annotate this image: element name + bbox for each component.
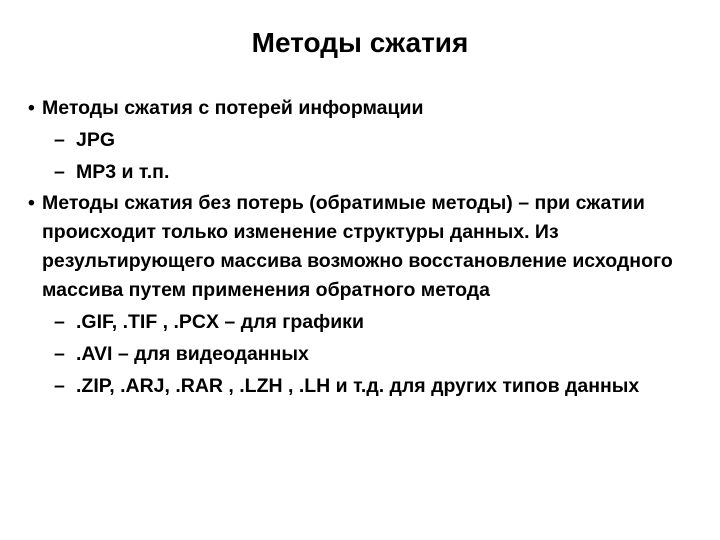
sub-item	[22, 308, 702, 337]
sub-item	[22, 158, 702, 187]
slide-content	[22, 94, 702, 403]
sub-item-text: .ZIP, .ARJ, .RAR , .LZH , .LH и т.д. для других типов данных	[76, 375, 640, 397]
sub-item-dash: –	[54, 129, 65, 151]
sub-item-text: JPG	[76, 129, 116, 151]
sub-item-dash: –	[54, 343, 65, 365]
sub-item-dash: –	[54, 375, 65, 397]
sub-item-text: MP3 и т.п.	[76, 161, 170, 183]
bullet-item	[22, 189, 702, 305]
bullet-text: Методы сжатия с потерей информации	[42, 97, 424, 119]
sub-item-dash: –	[54, 161, 65, 183]
bullet-marker: •	[28, 192, 35, 214]
bullet-marker: •	[28, 97, 35, 119]
sub-item-dash: –	[54, 311, 65, 333]
sub-item-text: .AVI – для видеоданных	[76, 343, 309, 365]
sub-item	[22, 126, 702, 155]
sub-item	[22, 340, 702, 369]
sub-item-text: .GIF, .TIF , .PCX – для графики	[76, 311, 364, 333]
slide-title: Методы сжатия	[251, 27, 469, 58]
bullet-text: Методы сжатия без потерь (обратимые методы) – при сжатии происходит только изменение структуры данных. Из результирующего массива возможно восстановление исходного массива путем применения обратного метода	[42, 192, 673, 301]
sub-item	[22, 372, 702, 401]
bullet-item	[22, 94, 702, 123]
